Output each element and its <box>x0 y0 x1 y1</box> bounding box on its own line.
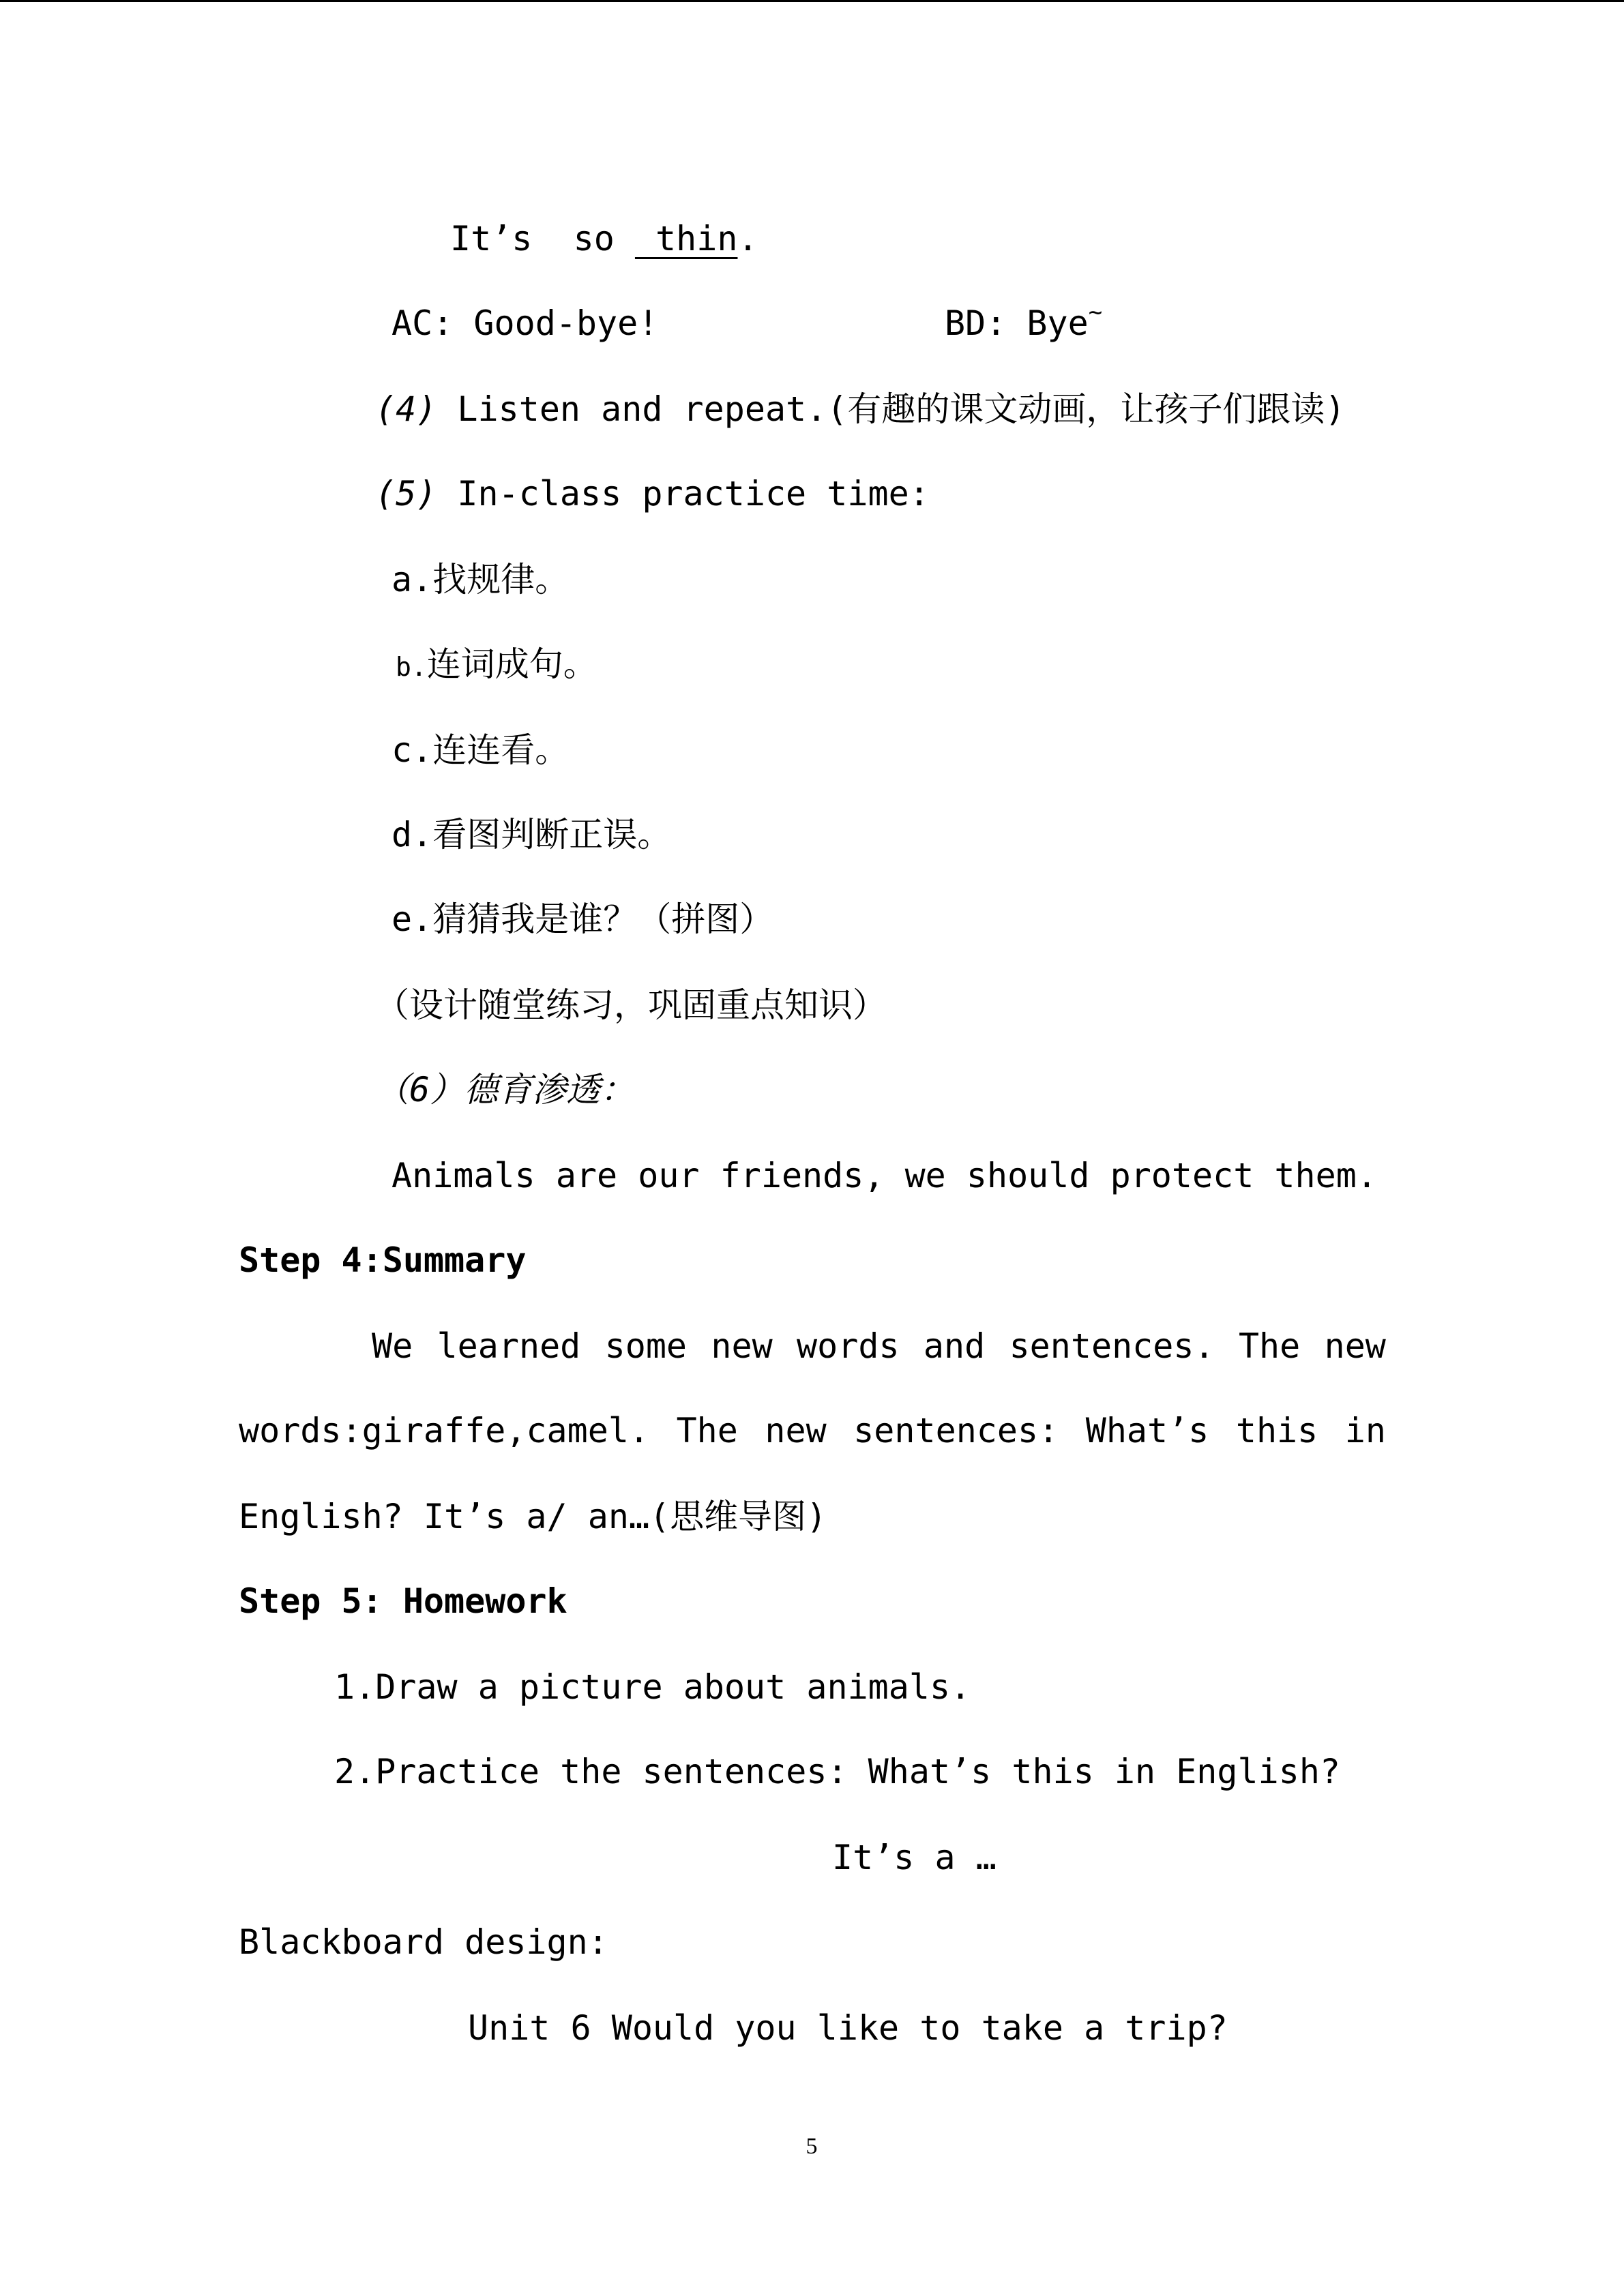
moral-education-heading: （6）德育渗透： <box>375 1070 635 1109</box>
homework-item-1: 1.Draw a picture about animals. <box>334 1667 971 1707</box>
summary-line-1 <box>372 1324 1386 1368</box>
summary-word: learned <box>437 1326 581 1366</box>
tilde-mark: ~ <box>1088 299 1103 326</box>
summary-word: in <box>1344 1411 1386 1450</box>
design-note: （设计随堂练习，巩固重点知识） <box>375 985 887 1025</box>
summary-line-3: English? It’s a/ an…(思维导图) <box>239 1497 827 1536</box>
step4-heading: Step 4:Summary <box>239 1240 527 1280</box>
bd-bye-line <box>945 301 1102 345</box>
practice-item-a: a.找规律。 <box>392 560 570 599</box>
item-b-text: 连词成句。 <box>426 644 597 684</box>
summary-word: new <box>711 1326 773 1366</box>
summary-word: words <box>797 1326 900 1366</box>
period: . <box>737 219 758 258</box>
practice-item-d: d.看图判断正误。 <box>392 815 672 854</box>
summary-word: The <box>1238 1326 1301 1366</box>
page-number: 5 <box>806 2134 818 2159</box>
practice-item-c: c.连连看。 <box>392 730 570 770</box>
summary-word: What’s <box>1085 1411 1209 1450</box>
dialogue-line-thin <box>450 217 758 260</box>
summary-word: We <box>372 1326 413 1366</box>
listen-repeat-line <box>375 387 1345 431</box>
summary-word: sentences: <box>853 1411 1059 1450</box>
practice-item-e: e.猜猜我是谁？（拼图） <box>392 899 774 939</box>
practice-text: In-class practice time: <box>437 474 930 513</box>
animals-friends-line: Animals are our friends, we should protect them. <box>392 1156 1377 1195</box>
summary-word: new <box>765 1411 827 1450</box>
summary-word: this <box>1235 1411 1318 1450</box>
practice-number: (5) <box>375 474 437 513</box>
summary-word: words:giraffe,camel. <box>239 1411 650 1450</box>
ac-goodbye-line: AC: Good-bye! <box>392 303 659 343</box>
its-so-text: It’s so <box>450 219 635 258</box>
summary-line-2 <box>239 1409 1386 1452</box>
summary-word: new <box>1324 1326 1386 1366</box>
bd-bye-text: BD: Bye <box>945 303 1089 343</box>
practice-item-b <box>396 642 597 689</box>
unit-title: Unit 6 Would you like to take a trip? <box>468 2008 1228 2048</box>
summary-word: some <box>604 1326 688 1366</box>
homework-item-2: 2.Practice the sentences: What’s this in English? <box>334 1752 1341 1791</box>
practice-time-line <box>375 472 930 516</box>
thin-underlined-word: thin <box>634 219 738 258</box>
summary-word: and <box>923 1326 986 1366</box>
listen-text: Listen and repeat.(有趣的课文动画，让孩子们跟读) <box>437 389 1346 429</box>
blackboard-design-label: Blackboard design: <box>239 1922 608 1962</box>
summary-word: sentences. <box>1009 1326 1215 1366</box>
listen-number: (4) <box>375 389 437 429</box>
summary-word: The <box>676 1411 738 1450</box>
step5-heading: Step 5: Homework <box>239 1581 567 1621</box>
homework-item-2-continuation: It’s a … <box>832 1838 996 1877</box>
top-border-line <box>0 0 1624 2</box>
item-b-letter: b. <box>396 652 427 682</box>
